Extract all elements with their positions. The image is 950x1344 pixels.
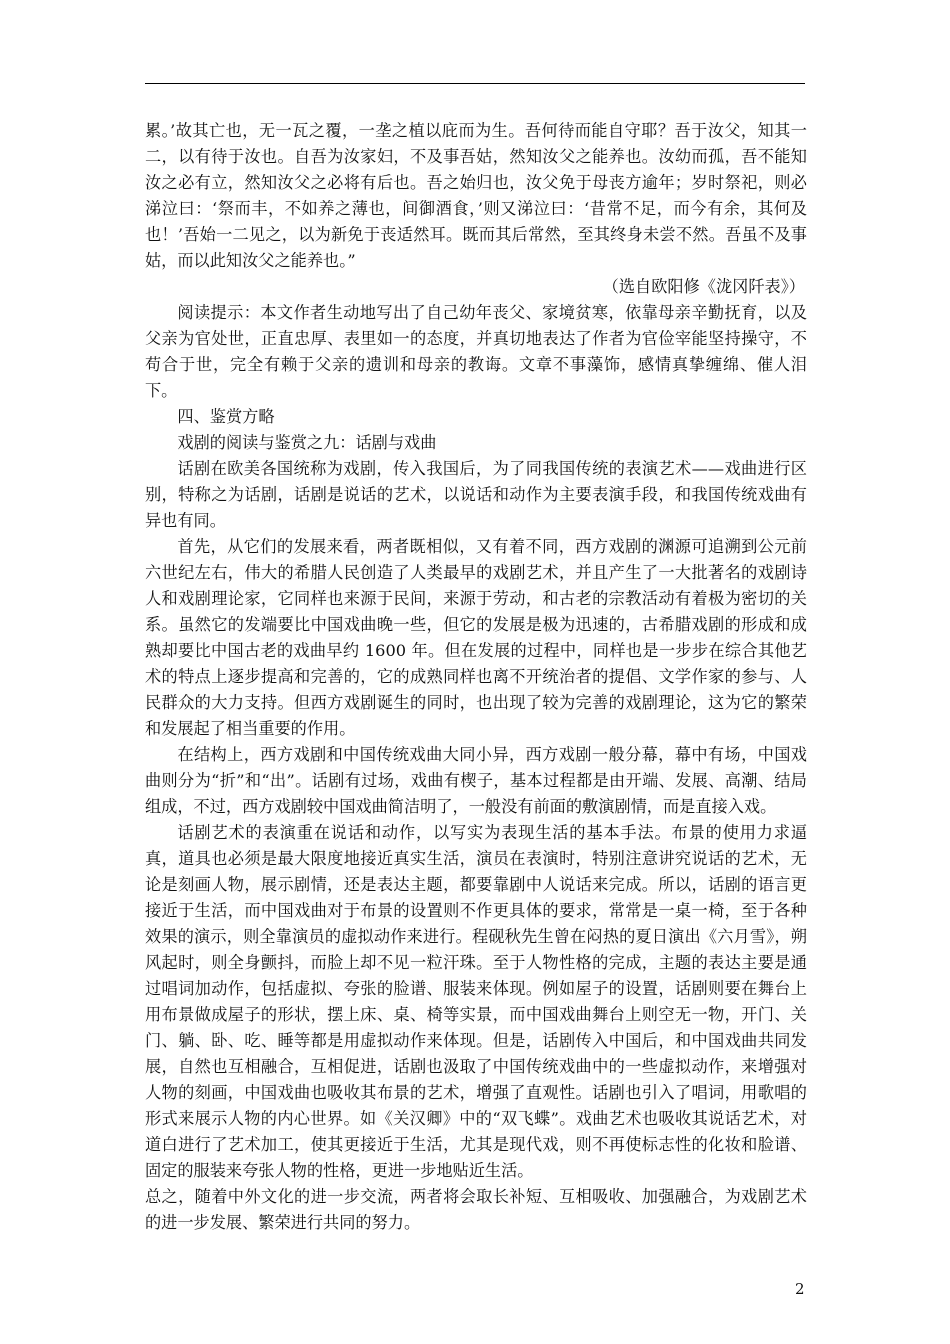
- body-paragraph: 话剧艺术的表演重在说话和动作，以写实为表现生活的基本手法。布景的使用力求逼真，道具也必须是最大限度地接近真实生活，演员在表演时，特别注意讲究说话的艺术，无论是刻画人物，展示剧情，还是表达主题，都要靠剧中人说话来完成。所以，话剧的语言更接近于生活，而中国戏曲对于布景的设置则不作更具体的要求，常常是一桌一椅，至于各种效果的演示，则全靠演员的虚拟动作来进行。程砚秋先生曾在闷热的夏日演出《六月雪》，朔风起时，则全身颤抖，而脸上却不见一粒汗珠。至于人物性格的完成，主题的表达主要是通过唱词加动作，包括虚拟、夸张的脸谱、服装来体现。例如屋子的设置，话剧则要在舞台上用布景做成屋子的形状，摆上床、桌、椅等实景，而中国戏曲舞台上则空无一物，开门、关门、躺、卧、吃、睡等都是用虚拟动作来体现。但是，话剧传入中国后，和中国戏曲共同发展，自然也互相融合，互相促进，话剧也汲取了中国传统戏曲中的一些虚拟动作，来增强对人物的刻画，中国戏曲也吸收其布景的艺术，增强了直观性。话剧也引入了唱词，用歌唱的形式来展示人物的内心世界。如《关汉卿》中的“双飞蝶”。戏曲艺术也吸收其说话艺术，对道白进行了艺术加工，使其更接近于生活，尤其是现代戏，则不再使标志性的化妆和脸谱、固定的服装来夸张人物的性格，更进一步地贴近生活。: [145, 823, 807, 1180]
- body-paragraph: 首先，从它们的发展来看，两者既相似，又有着不同，西方戏剧的渊源可追溯到公元前六世纪左右，伟大的希腊人民创造了人类最早的戏剧艺术，并且产生了一大批著名的戏剧诗人和戏剧理论家，它同样也来源于民间，来源于劳动，和古老的宗教活动有着极为密切的关系。虽然它的发端要比中国戏曲晚一些，但它的发展是极为迅速的，古希腊戏剧的形成和成熟却要比中国古老的戏曲早约 1600 年。但在发展的过程中，同样也是一步步在综合其他艺术的特点上逐步提高和完善的，它的成熟同样也离不开统治者的提倡、文学作家的参与、人民群众的大力支持。但西方戏剧诞生的同时，也出现了较为完善的戏剧理论，这为它的繁荣和发展起了相当重要的作用。: [145, 537, 807, 738]
- document-body: [145, 118, 807, 1236]
- quote-paragraph: 累。’故其亡也，无一瓦之覆，一垄之植以庇而为生。吾何待而能自守耶？吾于汝父，知其一二，以有待于汝也。自吾为汝家妇，不及事吾姑，然知汝父之能养也。汝幼而孤，吾不能知汝之必有立，然知汝父之必将有后也。吾之始归也，汝父免于母丧方逾年；岁时祭祀，则必涕泣曰：‘祭而丰，不如养之薄也，间御酒食，’则又涕泣曰：‘昔常不足，而今有余，其何及也！’吾始一二见之，以为新免于丧适然耳。既而其后常然，至其终身未尝不然。吾虽不及事姑，而以此知汝父之能养也。”: [145, 121, 807, 270]
- body-paragraph: 话剧在欧美各国统称为戏剧，传入我国后，为了同我国传统的表演艺术——戏曲进行区别，特称之为话剧，话剧是说话的艺术，以说话和动作为主要表演手段，和我国传统戏曲有异也有同。: [145, 459, 807, 530]
- body-paragraph: 在结构上，西方戏剧和中国传统戏曲大同小异，西方戏剧一般分幕，幕中有场，中国戏曲则分为“折”和“出”。话剧有过场，戏曲有楔子，基本过程都是由开端、发展、高潮、结局组成，不过，西方戏剧较中国戏曲简洁明了，一般没有前面的敷演剧情，而是直接入戏。: [145, 745, 807, 816]
- source-citation: （选自欧阳修《泷冈阡表》）: [602, 277, 805, 296]
- page-number: 2: [795, 1280, 805, 1298]
- reading-tip: 阅读提示：本文作者生动地写出了自己幼年丧父、家境贫寒，依靠母亲辛勤抚育，以及父亲为官处世，正直忠厚、表里如一的态度，并真切地表达了作者为官俭宰能坚持操守，不苟合于世，完全有赖于父亲的遗训和母亲的教诲。文章不事藻饰，感情真挚缠绵、催人泪下。: [145, 303, 807, 400]
- header-rule: [145, 83, 805, 84]
- conclusion-paragraph: 总之，随着中外文化的进一步交流，两者将会取长补短、互相吸收、加强融合，为戏剧艺术的进一步发展、繁荣进行共同的努力。: [145, 1187, 807, 1232]
- sub-heading: 戏剧的阅读与鉴赏之九：话剧与戏曲: [177, 433, 437, 452]
- section-heading: 四、鉴赏方略: [177, 407, 275, 426]
